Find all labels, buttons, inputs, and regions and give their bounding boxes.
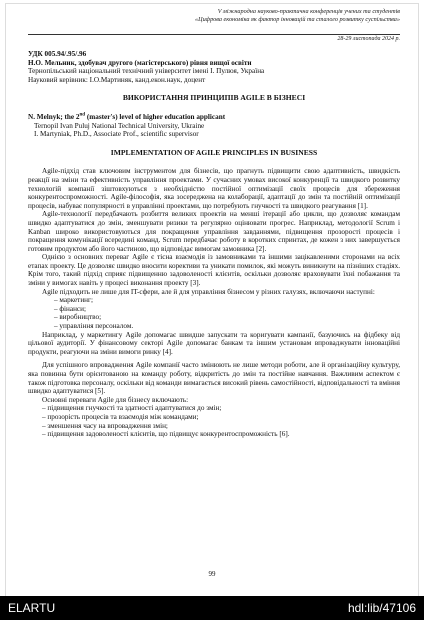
- author-en: [28, 113, 400, 122]
- list-item: – управління персоналом.: [54, 322, 134, 331]
- conference-header-line2: «Цифрова економіка як фактор інновацій та сталого розвитку суспільства»: [195, 15, 400, 23]
- author-en-sup: nd: [79, 112, 86, 118]
- list-item: – підвищення задоволеності клієнтів, що підвищує конкурентоспроможність [6].: [42, 430, 290, 439]
- conference-header: [195, 8, 400, 23]
- document-page: [6, 4, 418, 596]
- repository-footer: [0, 596, 424, 620]
- list-item: – підвищення гнучкості та здатності адаптуватися до змін;: [42, 404, 222, 413]
- page-number: 99: [208, 570, 216, 578]
- list-item: – прозорість процесів та взаємодія між командами;: [42, 412, 199, 421]
- title-ua: ВИКОРИСТАННЯ ПРИНЦИПІВ AGILE В БІЗНЕСІ: [122, 93, 306, 103]
- paragraph-3: Однією з основних переваг Agile є тісна взаємодія із замовниками та іншими зацікавленими сторонами на всіх етапах проекту. Це дозволяє швидко вносити корективи та уникати помилок, які можуть виникнути на пізніших стадіях. Крім того, такий підхід сприяє підвищенню задоволеності клієнтів, оскільки дозволяє враховувати їхні побажання та зміни у вимогах навіть у процесі виконання проекту [3].: [28, 253, 400, 288]
- affiliation-ua: Тернопільський національний технічний університет імені І. Пулюя, Україна: [28, 67, 265, 76]
- benefits-list: [28, 404, 400, 438]
- paragraph-1: Agile-підхід став ключовим інструментом для бізнесів, що прагнуть підвищити свою адаптивність, швидкість реакції на зміни та ефективність управління проектами. У сучасних умовах високої конкуренції та швидкого розвитку технологій компанії зіштовхуються з необхідністю постійної оптимізації своїх процесів для збереження конкурентоспроможності. Agile-філософія, яка зосереджена на колаборації, адаптації до змін та постійній оптимізації процесів, набуває популярності в управлінні проектами, що потребують гнучкості та швидкого реагування [1].: [28, 167, 400, 210]
- author-ua: Н.О. Мельник, здобувач другого (магістерського) рівня вищої освіти: [28, 58, 252, 67]
- conference-date: 28-29 листопада 2024 р.: [337, 36, 400, 42]
- udc-code: УДК 005.94/.95/.96: [28, 50, 87, 58]
- supervisor-en: I. Martyniak, Ph.D., Associate Prof., scientific supervisor: [34, 130, 199, 139]
- paragraph-4: Agile підходить не лише для IT-сфери, але й для управління бізнесом у різних галузях, включаючи наступні:: [42, 287, 375, 296]
- article-content: [28, 50, 400, 439]
- list-item: – виробництво;: [54, 313, 102, 322]
- list-item: – фінанси;: [54, 304, 86, 313]
- paragraph-6: Для успішного впровадження Agile компанії часто змінюють не лише методи роботи, але й організаційну культуру, яка повинна бути орієнтованою на команду роботу, відкритість до змін та постійне навчання. Важливим аспектом є також підготовка персоналу, оскільки від команди вимагається високий рівень самостійності, відповідальності та вміння швидко адаптуватися [5].: [28, 361, 400, 396]
- conference-header-line1: V міжнародна науково-практична конференція учених та студентів: [217, 8, 400, 15]
- list-item: – зменшення часу на впровадження змін;: [42, 421, 168, 430]
- repository-name: ELARTU: [8, 601, 56, 615]
- paragraph-7: Основні переваги Agile для бізнесу включають:: [42, 395, 189, 404]
- paragraph-2: Agile-технології передбачають розбиття великих проектів на менші ітерації або цикли, що дозволяє командам швидко адаптуватися до змін, зменшувати ризики та регулярно оцінювати прогрес. Наприклад, методології Scrum і Kanban широко використовуються для покращення управління завданнями, підвищення прозорості процесів і покращення комунікації всередині команд. Scrum передбачає роботу в коротких спринтах, де кожен з них завершується готовим продуктом або його частиною, що відповідає вимогам замовника [2].: [28, 210, 400, 253]
- supervisor-ua: Науковий керівник: І.О.Мартиняк, канд.екон.наук, доцент: [28, 75, 206, 84]
- handle-id: hdl:lib/47106: [347, 601, 416, 615]
- header-divider: [28, 34, 400, 35]
- author-en-pre: N. Melnyk; the 2: [28, 112, 80, 121]
- affiliation-en: Ternopil Ivan Puluj National Technical University, Ukraine: [34, 121, 205, 130]
- industries-list: [28, 296, 400, 330]
- author-en-post: (master's) level of higher education applicant: [85, 112, 226, 121]
- list-item: – маркетинг;: [54, 296, 93, 305]
- paragraph-5: Наприклад, у маркетингу Agile допомагає швидше запускати та коригувати кампанії, базуючись на фідбеку від цільової аудиторії. У фінансовому секторі Agile допомагає банкам та іншим установам впроваджувати інноваційні продукти, реагуючи на зміни вимоги ринку [4].: [28, 330, 400, 356]
- title-en: IMPLEMENTATION OF AGILE PRINCIPLES IN BUSINESS: [110, 147, 318, 157]
